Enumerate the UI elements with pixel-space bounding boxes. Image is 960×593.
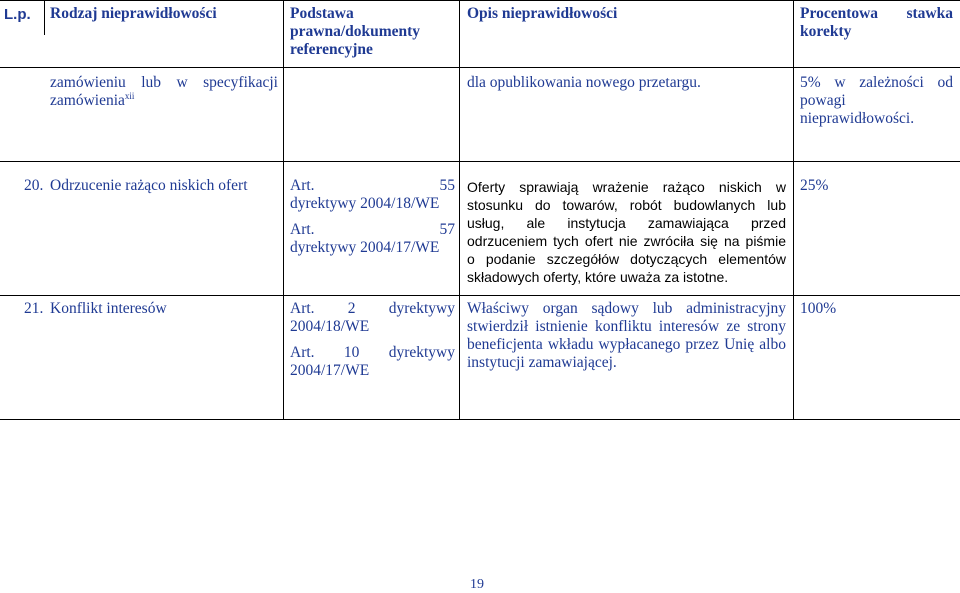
row20-opis-line4: odrzuceniem tych ofert nie zwróciła się na piśmie: [467, 233, 786, 249]
row-continued-stawka-line2: powagi: [800, 92, 846, 109]
row20-podstawa-item2-line1: [290, 221, 455, 239]
row20-podstawa-item1-line2: dyrektywy 2004/18/WE: [290, 195, 440, 212]
table-rule-row20-bottom: [0, 295, 960, 296]
header-procentowa: [800, 5, 953, 41]
row21-dyrektywy: dyrektywy: [388, 300, 455, 317]
row21-number: [24, 300, 43, 318]
row21-podstawa-item2-line1: [290, 344, 455, 362]
row20-opis-line2: stosunku do towarów, robót budowlanych lub: [467, 197, 786, 213]
header-procentowa-line2: korekty: [800, 23, 852, 40]
row21-stawka-text: 100%: [800, 300, 837, 317]
row20-stawka-text: 25%: [800, 177, 829, 194]
row21-stawka: [800, 300, 836, 318]
row21-opis-line1: Właściwy organ sądowy lub administracyjny: [467, 300, 786, 317]
header-procentowa-line1: [800, 5, 953, 23]
row21-opis-line4: instytucji zamawiającej.: [467, 354, 617, 371]
row21-dyrektywy: dyrektywy: [388, 344, 455, 361]
row21-podstawa-item2-line2: 2004/17/WE: [290, 362, 370, 379]
header-podstawa-line1: Podstawa: [290, 5, 354, 22]
row21-art-label: Art.: [290, 344, 315, 361]
row20-podstawa: [290, 177, 455, 257]
header-podstawa: [290, 5, 455, 59]
table-rule-col3: [459, 0, 460, 420]
row20-podstawa-gap: [290, 213, 455, 221]
row-continued-opis-text: dla opublikowania nowego przetargu.: [467, 74, 701, 91]
header-lp: [4, 6, 31, 24]
row21-podstawa-item1-line1: [290, 300, 455, 318]
row21-art-label: Art.: [290, 300, 315, 317]
row20-art-label: Art.: [290, 221, 315, 238]
row-continued-opis: [467, 74, 787, 92]
row20-opis-line6: składowych oferty, które uważa za istotne.: [467, 269, 729, 285]
row21-rodzaj: [50, 300, 280, 318]
row20-number: [24, 177, 43, 195]
table-rule-col1: [44, 0, 45, 35]
table-rule-row21-bottom: [0, 419, 960, 420]
row20-rodzaj: [50, 177, 280, 195]
header-lp-text: L.p.: [4, 6, 31, 23]
row20-opis-line5: o podanie szczegółów dotyczących elementów: [467, 251, 786, 267]
row20-stawka: [800, 177, 828, 195]
row20-podstawa-item2-line2: dyrektywy 2004/17/WE: [290, 239, 440, 256]
row21-podstawa-item1-line2: 2004/18/WE: [290, 318, 370, 335]
row-continued-rodzaj-line1: zamówieniu lub w specyfikacji: [50, 74, 278, 91]
row20-number-text: 20.: [24, 177, 44, 194]
header-podstawa-line2: prawna/dokumenty: [290, 23, 421, 40]
row20-art-label: Art.: [290, 177, 315, 194]
header-rodzaj-text: Rodzaj nieprawidłowości: [50, 5, 217, 22]
row21-rodzaj-text: Konflikt interesów: [50, 300, 167, 317]
table-rule-top: [0, 0, 960, 1]
row20-opis-line1: Oferty sprawiają wrażenie rażąco niskich w: [467, 179, 786, 195]
header-opis-text: Opis nieprawidłowości: [467, 5, 618, 22]
row-continued-stawka-line3: nieprawidłowości.: [800, 110, 915, 127]
row21-podstawa-gap: [290, 336, 455, 344]
row20-opis-line3: usług, ale instytucja zamawiająca przed: [467, 215, 786, 231]
row21-art-number: 2: [347, 300, 356, 317]
row21-opis: [467, 300, 786, 372]
row-continued-rodzaj: [50, 74, 278, 110]
table-rule-col2: [283, 0, 284, 420]
row20-art-number: 57: [439, 221, 455, 238]
row21-opis-line3: beneficjenta wkładu wypłacanego przez Unię albo: [467, 336, 786, 353]
header-opis: [467, 5, 787, 23]
row21-opis-line2: stwierdził istnienie konfliktu interesów ze strony: [467, 318, 786, 335]
row21-art-number: 10: [343, 344, 360, 361]
row21-podstawa: [290, 300, 455, 380]
header-procentowa-word2: stawka: [906, 5, 953, 22]
row-continued-rodzaj-word: zamówienia: [50, 92, 125, 109]
footnote-ref: xii: [124, 90, 135, 101]
row-continued-stawka: [800, 74, 953, 128]
page-number: 19: [470, 577, 484, 592]
row21-number-text: 21.: [24, 300, 44, 317]
row-continued-rodzaj-line2: [50, 92, 278, 110]
header-rodzaj: [50, 5, 278, 23]
table-rule-col4: [793, 0, 794, 420]
row-continued-stawka-line1: 5% w zależności od: [800, 74, 953, 91]
row20-art-number: 55: [439, 177, 455, 194]
table-rule-row-continued-bottom: [0, 161, 960, 162]
row20-rodzaj-text: Odrzucenie rażąco niskich ofert: [50, 177, 248, 194]
table-rule-header-bottom: [0, 67, 960, 68]
row20-podstawa-item1-line1: [290, 177, 455, 195]
row20-opis: [467, 178, 786, 286]
header-procentowa-word1: Procentowa: [800, 5, 879, 22]
header-podstawa-line3: referencyjne: [290, 41, 373, 58]
